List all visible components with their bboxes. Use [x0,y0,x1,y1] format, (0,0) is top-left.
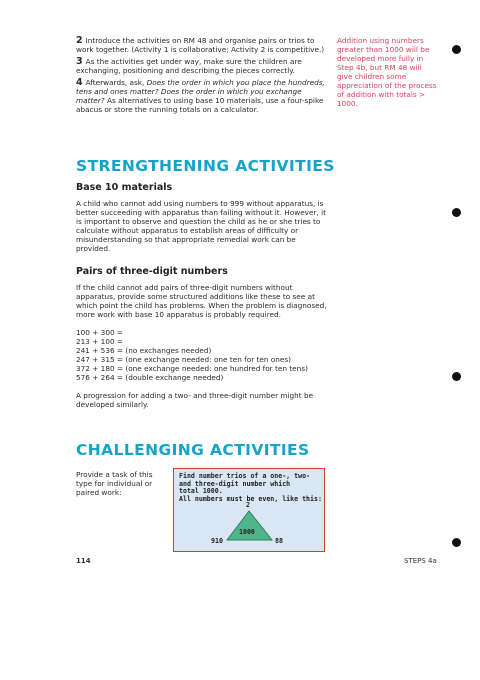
steps-block [76,36,328,117]
base10-text: A child who cannot add using numbers to 999 without apparatus, is better succeeding with apparatus than failing without it. However, it is important to observe and question the child as he or she tries to calculate without apparatus to establish areas of difficulty or misunderstanding so that appropriate remedial work can be provided. [76,199,327,253]
step-4-number: 4 [76,77,83,88]
task-line-3: total 1000. [179,487,223,496]
number-triangle [174,469,324,551]
pairs-text: If the child cannot add pairs of three-digit numbers without apparatus, provide some structured additions like these to see at which point the child has problems. When the problem is diagnosed, more work with base 10 apparatus is probably required. [76,283,327,319]
step-2-text: Introduce the activities on RM 48 and organise pairs or trios to work together. (Activity 1 is collaborative; Activity 2 is competitive.) [76,36,325,54]
sum-line: 213 + 100 = [76,337,124,346]
margin-bullet-1 [452,45,461,54]
triangle-center-number: 1000 [239,528,255,536]
step-3-text: As the activities get under way, make sure the children are exchanging, positioning and describing the pieces correctly. [76,57,302,75]
book-label: STEPS 4a [404,557,437,565]
sums-list [76,328,308,382]
step-4-text-plain: Afterwards, ask, [85,78,147,87]
task-box [173,468,325,552]
step-4-text-after: As alternatives to using base 10 materials, use a four-spike abacus or store the running totals on a calculator. [76,96,324,114]
task-line-4: All numbers must be even, like this: [179,494,322,503]
challenging-heading: CHALLENGING ACTIVITIES [76,441,310,459]
margin-bullet-4 [452,538,461,547]
progression-text: A progression for adding a two- and three-digit number might be developed similarly. [76,391,314,409]
task-line-2: and three-digit number which [179,479,291,488]
side-note: Addition using numbers greater than 1000 will be developed more fully in Step 4b, but RM 48 will give children some appreciation of the process of addition with totals > 1000. [337,36,437,108]
triangle-left-number: 910 [211,537,223,545]
sum-line: 247 + 315 = (one exchange needed: one ten for ten ones) [76,355,292,364]
step-2-number: 2 [76,35,83,46]
step-4 [76,78,328,114]
step-2 [76,36,328,54]
triangle-top-number: 2 [246,501,250,509]
base10-title: Base 10 materials [76,182,173,193]
sum-line: 100 + 300 = [76,328,124,337]
step-3-number: 3 [76,56,83,67]
strengthening-heading: STRENGTHENING ACTIVITIES [76,157,335,175]
sum-line: 372 + 180 = (one exchange needed: one hundred for ten tens) [76,364,308,373]
challenge-intro: Provide a task of this type for individual or paired work: [76,470,153,497]
pairs-title: Pairs of three-digit numbers [76,266,228,277]
step-4-question: Does the order in which you place the hundreds, tens and ones matter? Does the order in which you exchange matter? [76,78,325,105]
sum-line: 241 + 536 = (no exchanges needed) [76,346,212,355]
step-3 [76,57,328,75]
triangle-right-number: 88 [275,537,283,545]
margin-bullet-2 [452,208,461,217]
task-line-1: Find number trios of a one-, two- [179,472,311,480]
margin-bullet-3 [452,372,461,381]
sum-line: 576 + 264 = (double exchange needed) [76,373,224,382]
page-number: 114 [76,557,91,565]
